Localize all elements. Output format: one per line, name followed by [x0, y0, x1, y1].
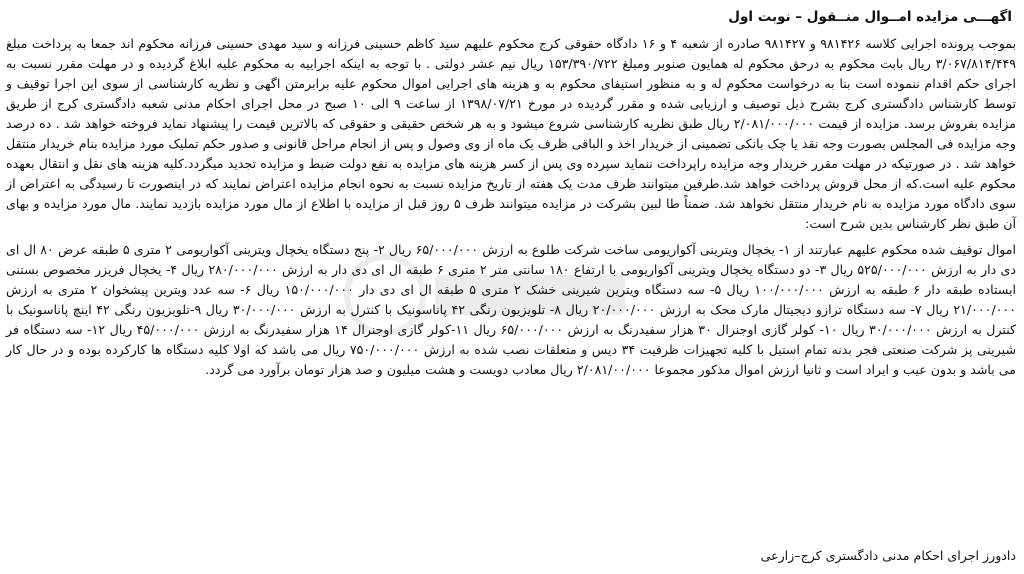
signature-line: دادورز اجرای احکام مدنی دادگستری کرج–زارعی [760, 548, 1016, 563]
notice-body-paragraph: بموجب پرونده اجرایی کلاسه ۹۸۱۴۲۶ و ۹۸۱۴۲۷ صادره از شعبه ۴ و ۱۶ دادگاه حقوقی کرج محکوم علیهم سید کاظم حسینی فرزانه و سید مهدی حسینی فرزانه محکوم اند جمعا به پرداخت مبلغ ۳/۰۶۷/۸۱۴/۴۴۹ ریال بابت محکوم به درحق محکوم له همایون صنوبر ومبلغ ۱۵۳/۳۹۰/۷۲۲ ریال نیم عشر دولتی . با توجه به اینکه اجراییه به محکوم علیه ابلاغ گردیده و در مهلت مقرر نسبت به اجرای حکم اقدام ننموده است بنا به درخواست محکوم له و به منظور استیفای محکوم به و هزینه های اجرایی اموال محکوم علیه برابرمتن اگهی و نظریه کارشناسی از سوی این اجرا توقیف و توسط کارشناس دادگستری کرج بشرح ذیل توصیف و ارزیابی شده و مقرر گردیده در مورخ ۱۳۹۸/۰۷/۲۱ از ساعت ۹ الی ۱۰ صبح در محل اجرای احکام مدنی شعبه دادگستری کرج از طریق مزایده بفروش برسد. مزایده از قیمت ۲/۰۸۱/۰۰۰/۰۰۰ ریال طبق نظریه کارشناسی شروع میشود و به هر شخص حقیقی و حقوقی که بالاترین قیمت را پیشنهاد نماید فروخته خواهد شد . ده درصد وجه مزایده فی المجلس بصورت وجه نقد یا چک بانکی تضمینی از خریدار اخذ و الباقی ظرف یک ماه از وی وصول و پس از انجام مراحل قانونی و صدور حکم تملیک مورد مزایده بنام خریدار منتقل خواهد شد . در صورتیکه در مهلت مقرر خریدار وجه مزایده راپرداخت ننماید سپرده وی پس از کسر هزینه های مزایده به نفع دولت ضبط و مزایده تجدید میگردد.کلیه هزینه های نقل و انتقال بعهده محکوم علیه است.که از محل فروش پرداخت خواهد شد.طرفین میتوانند ظرف مدت یک هفته از تاریخ مزایده نسبت به نحوه انجام مزایده اعتراض نمایند که در اینصورت تا رسیدگی به اعتراض از سوی دادگاه مورد مزایده به نام خریدار منتقل نخواهد شد. ضمناً طا لبین بشرکت در مزایده میتوانند ظرف ۵ روز قبل از مزایده با اطلاع از مال مورد مزایده بازدید نمایند. مال مورد مزایده و بهای آن طبق نظر کارشناس بدین شرح است: [6, 36, 1016, 231]
notice-title: اگهـــی مزایده امــوال منــقول – نوبت اول [728, 9, 1012, 25]
seized-items-paragraph: اموال توقیف شده محکوم علیهم عبارتند از ۱- یخچال ویترینی آکواریومی ساخت شرکت طلوع به ارزش ۶۵/۰۰۰/۰۰۰ ریال ۲- پنج دستگاه یخچال ویترینی آکواریومی ۲ متری ۵ طبقه عرض ۸۰ ال ای دی دار به ارزش ۵۲۵/۰۰۰/۰۰۰ ریال ۳- دو دستگاه یخچال ویترینی آکواریومی با ارتفاع ۱۸۰ سانتی متر ۲ متری ۶ طبقه ال ای دی دار به ارزش ۲۸۰/۰۰۰/۰۰۰ ریال ۴- یخچال فریزر مخصوص بستنی ایستاده طبقه دار ۶ طبقه به ارزش ۱۰۰/۰۰۰/۰۰۰ ریال ۵- سه دستگاه ویترین شیرینی خشک ۲ متری ۵ طبقه ال ای دی دار ۱۵۰/۰۰۰/۰۰۰ ریال ۶- سه عدد ویترین پیشخوان ۲ متری به ارزش ۲۱/۰۰۰/۰۰۰ ریال ۷- سه دستگاه ترازو دیجیتال مارک محک به ارزش ۲۰/۰۰۰/۰۰۰ ریال ۸- تلویزیون رنگی ۴۲ پاناسونیک با کنترل به ارزش ۳۰/۰۰۰/۰۰۰ ریال ۹-تلویزیون رنگی ۴۲ اینچ پاناسونیک با کنترل به ارزش ۳۰/۰۰۰/۰۰۰ ریال ۱۰- کولر گازی اوجنرال ۳۰ هزار سفیدرنگ به ارزش ۶۵/۰۰۰/۰۰۰ ریال ۱۱-کولر گازی اوجنرال ۱۴ هزار سفیدرنگ به ارزش ۴۵/۰۰۰/۰۰۰ ریال ۱۲- سه دستگاه فر شیرینی پز شرکت صنعتی فجر بدنه تمام استیل با کلیه تجهیزات ظرفیت ۳۴ دیس و متعلقات نصب شده به ارزش ۷۵۰/۰۰۰/۰۰۰ ریال می باشد که اولا کلیه دستگاه ها کارکرده بوده و در حال کار می باشد و بدون عیب و ایراد است و ثانیا ارزش اموال مذکور مجموعا ۲/۰۸۱/۰۰/۰۰۰ ریال معادب دویست و هشت میلیون و صد هزار تومان برآورد می گردد. [6, 242, 1017, 377]
legal-notice [6, 4, 1016, 574]
